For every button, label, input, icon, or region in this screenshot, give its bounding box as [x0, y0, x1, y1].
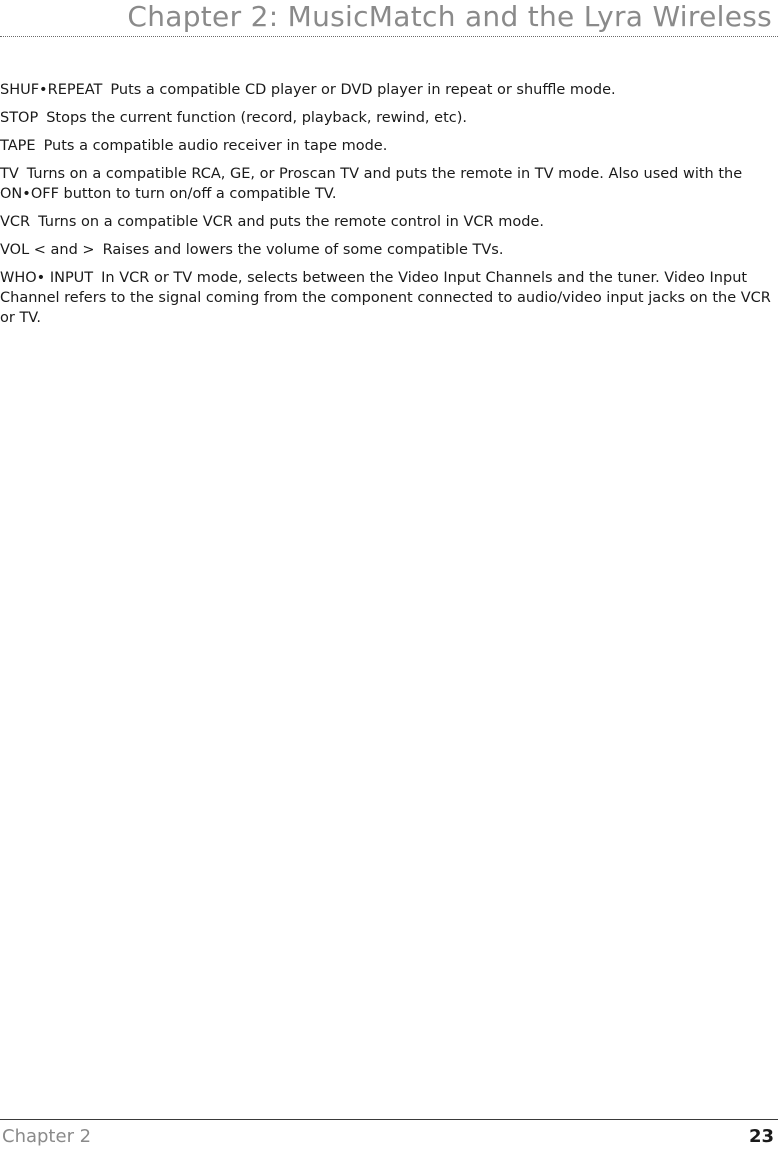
entry-term: STOP [0, 110, 39, 126]
entry-vol [0, 240, 772, 260]
entry-description: Puts a compatible CD player or DVD player in repeat or shuffle mode. [110, 82, 616, 98]
entry-description: Puts a compatible audio receiver in tape mode. [43, 138, 388, 154]
header-divider [0, 36, 778, 37]
button-description-list [0, 80, 772, 336]
entry-term: TAPE [0, 138, 36, 154]
entry-who-input [0, 268, 772, 328]
entry-stop [0, 108, 772, 128]
entry-vcr [0, 212, 772, 232]
page-number: 23 [748, 1126, 774, 1147]
entry-description: Raises and lowers the volume of some compatible TVs. [102, 242, 504, 258]
footer-divider [0, 1119, 778, 1120]
entry-term: SHUF•REPEAT [0, 82, 103, 98]
entry-shuf-repeat [0, 80, 772, 100]
entry-tv [0, 164, 772, 204]
entry-description: Turns on a compatible RCA, GE, or Proscan TV and puts the remote in TV mode. Also used with the ON•OFF button to turn on/off a compatible TV. [0, 166, 743, 202]
entry-description: Stops the current function (record, playback, rewind, etc). [46, 110, 467, 126]
entry-term: WHO• INPUT [0, 270, 94, 286]
entry-term: TV [0, 166, 19, 182]
entry-tape [0, 136, 772, 156]
chapter-header-title: Chapter 2: MusicMatch and the Lyra Wireless [127, 0, 772, 33]
entry-term: VCR [0, 214, 31, 230]
entry-description: In VCR or TV mode, selects between the Video Input Channels and the tuner. Video Input Channel refers to the signal coming from the component connected to audio/video input jacks on the VCR or TV. [0, 270, 771, 326]
entry-description: Turns on a compatible VCR and puts the remote control in VCR mode. [38, 214, 544, 230]
footer-chapter-label: Chapter 2 [2, 1126, 92, 1147]
entry-term: VOL < and > [0, 242, 95, 258]
